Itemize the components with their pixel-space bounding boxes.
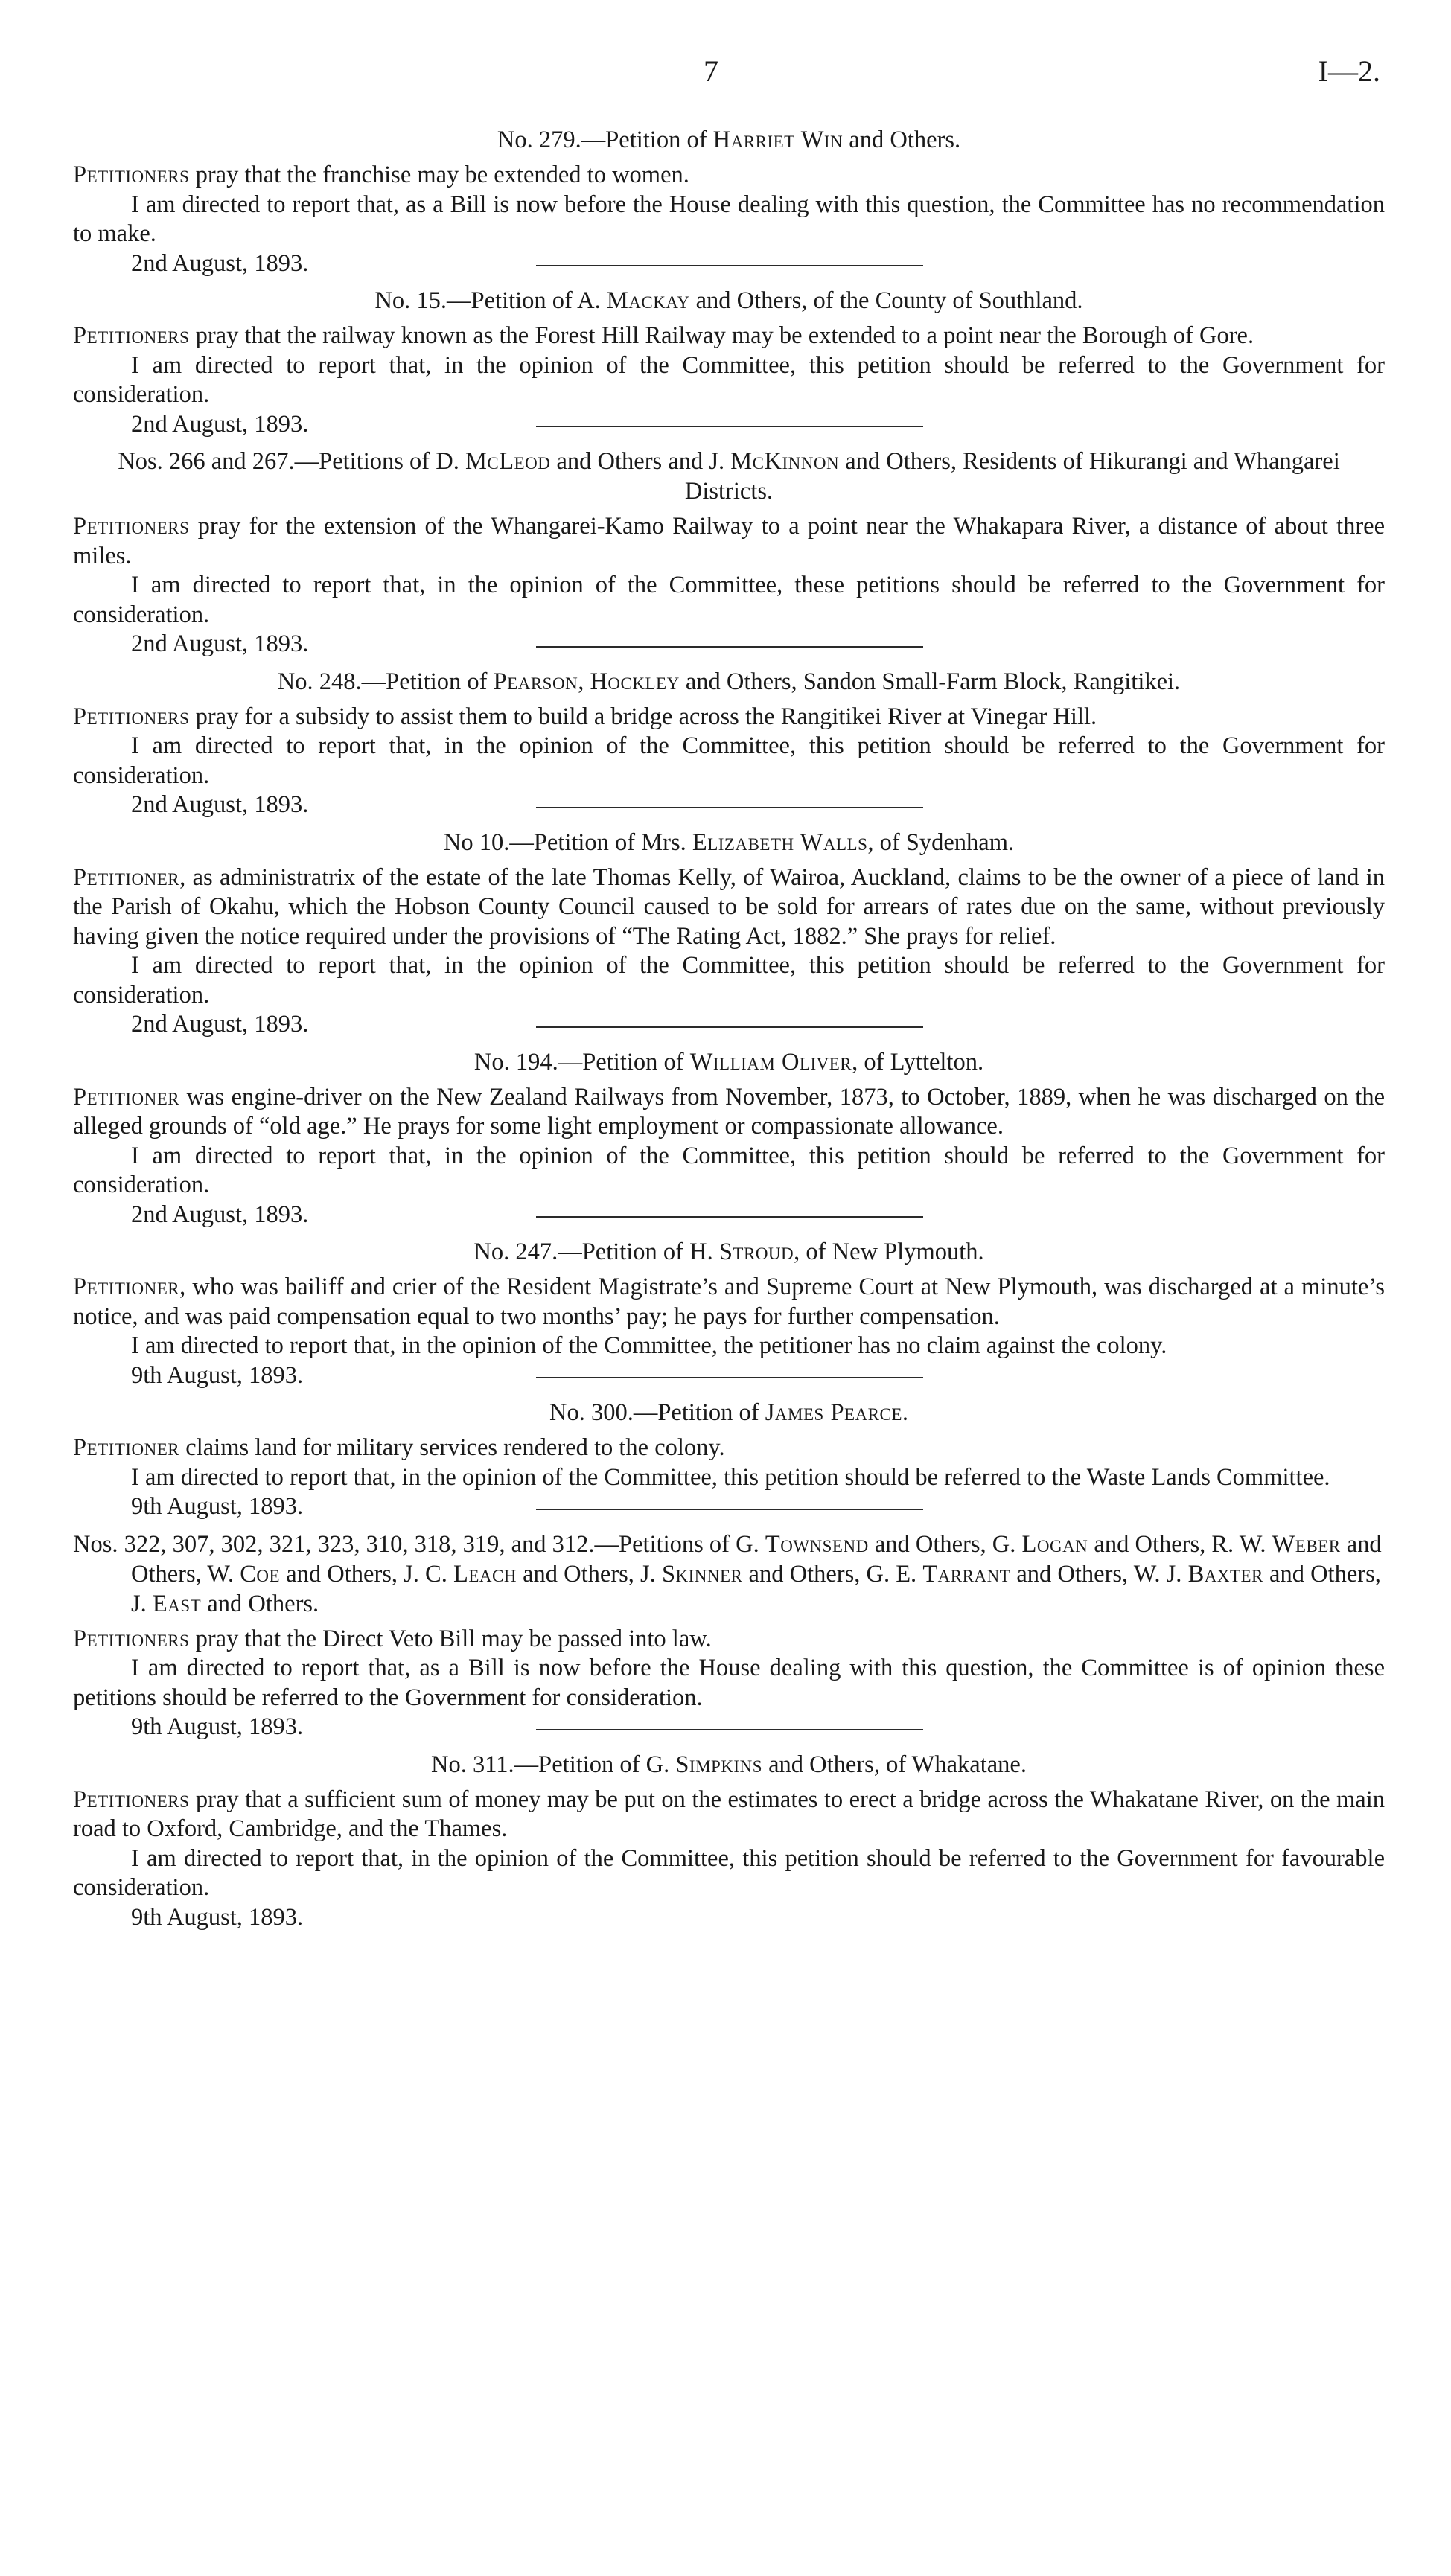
section-divider <box>536 426 923 427</box>
report-date: 2nd August, 1893. <box>131 1011 309 1038</box>
committee-report: I am directed to report that, in the opinion of the Committee, this petition should be referred to the Government for consideration. <box>73 952 1385 1009</box>
petition-300 <box>73 1398 1385 1520</box>
petition-heading: No. 311.—Petition of G. Simpkins and Others, of Whakatane. <box>431 1751 1027 1778</box>
committee-report: I am directed to report that, in the opinion of the Committee, this petition should be referred to the Government for consideration. <box>73 732 1385 789</box>
petition-summary: Petitioner, as administratrix of the estate of the late Thomas Kelly, of Wairoa, Auckland, claims to be the owner of a piece of land in the Parish of Okahu, which the Hobson County Council caused to be sold for arrears of rates due on the same, without previously having given the notice required under the provisions of “The Rating Act, 1882.” She prays for relief. <box>73 863 1385 950</box>
report-date: 2nd August, 1893. <box>131 1201 309 1228</box>
petition-summary: Petitioner was engine-driver on the New Zealand Railways from November, 1873, to October, 1889, when he was discharged on the alleged grounds of “old age.” He prays for some light employment or compassionate allowance. <box>73 1083 1385 1140</box>
petition-194 <box>73 1047 1385 1228</box>
report-date: 9th August, 1893. <box>131 1361 304 1389</box>
section-divider <box>536 1026 923 1028</box>
page-number: 7 <box>704 54 718 88</box>
petition-heading: No 10.—Petition of Mrs. Elizabeth Walls, of Sydenham. <box>443 828 1015 856</box>
petition-summary: Petitioner, who was bailiff and crier of the Resident Magistrate’s and Supreme Court at New Plymouth, was discharged at a minute’s notice, and was paid compensation equal to two months’ pay; he pays for further compensation. <box>73 1273 1385 1330</box>
paper-reference: I—2. <box>1318 54 1380 88</box>
petition-heading: No. 248.—Petition of Pearson, Hockley and Others, Sandon Small-Farm Block, Rangitikei. <box>277 668 1181 695</box>
petition-15 <box>73 286 1385 438</box>
committee-report: I am directed to report that, in the opinion of the Committee, this petition should be referred to the Waste Lands Committee. <box>131 1463 1330 1491</box>
petition-311 <box>73 1750 1385 1933</box>
petition-heading: Nos. 322, 307, 302, 321, 323, 310, 318, 319, and 312.—Petitions of G. Townsend and Others, G. Logan and Others, R. W. Weber and Others, W. Coe and Others, J. C. Leach and Others, J. Skinner and Others, G. E. Tarrant and Others, W. J. Baxter and Others, J. East and Others. <box>73 1530 1382 1617</box>
petition-summary: Petitioners pray for a subsidy to assist them to build a bridge across the Rangitikei River at Vinegar Hill. <box>73 703 1097 730</box>
petition-279 <box>73 125 1385 277</box>
report-date: 9th August, 1893. <box>131 1903 304 1931</box>
committee-report: I am directed to report that, in the opinion of the Committee, this petition should be referred to the Government for consideration. <box>73 1142 1385 1198</box>
section-divider <box>536 807 923 808</box>
committee-report: I am directed to report that, as a Bill is now before the House dealing with this question, the Committee is of opinion these petitions should be referred to the Government for consideration. <box>73 1655 1385 1711</box>
petition-heading: Nos. 266 and 267.—Petitions of D. McLeod and Others and J. McKinnon and Others, Residents of Hikurangi and Whangarei Districts. <box>118 448 1340 505</box>
committee-report: I am directed to report that, in the opinion of the Committee, this petition should be referred to the Government for favourable consideration. <box>73 1844 1385 1901</box>
committee-report: I am directed to report that, as a Bill is now before the House dealing with this question, the Committee has no recommendation to make. <box>73 191 1385 247</box>
section-divider <box>536 1377 923 1378</box>
report-date: 2nd August, 1893. <box>131 410 309 438</box>
petitions-report <box>73 125 1385 1952</box>
petition-248 <box>73 667 1385 818</box>
petition-summary: Petitioners pray for the extension of the Whangarei-Kamo Railway to a point near the Whakapara River, a distance of about three miles. <box>73 513 1385 569</box>
petition-heading: No. 279.—Petition of Harriet Win and Others. <box>497 127 961 153</box>
committee-report: I am directed to report that, in the opinion of the Committee, this petition should be referred to the Government for consideration. <box>73 351 1385 408</box>
report-date: 9th August, 1893. <box>131 1493 304 1520</box>
petition-heading: No. 194.—Petition of William Oliver, of Lyttelton. <box>473 1048 984 1076</box>
petition-247 <box>73 1237 1385 1389</box>
section-divider <box>536 1216 923 1218</box>
petition-summary: Petitioners pray that a sufficient sum of money may be put on the estimates to erect a bridge across the Whakatane River, on the main road to Oxford, Cambridge, and the Thames. <box>73 1786 1385 1842</box>
petition-10 <box>73 828 1385 1038</box>
petition-summary: Petitioners pray that the Direct Veto Bill may be passed into law. <box>73 1625 712 1652</box>
section-divider <box>536 265 923 266</box>
report-date: 2nd August, 1893. <box>131 630 309 657</box>
report-date: 2nd August, 1893. <box>131 791 309 818</box>
petition-heading: No. 247.—Petition of H. Stroud, of New Plymouth. <box>473 1239 984 1265</box>
section-divider <box>536 1729 923 1730</box>
petitions-direct-veto <box>73 1530 1385 1740</box>
petition-summary: Petitioners pray that the franchise may be extended to women. <box>73 162 689 188</box>
petition-summary: Petitioners pray that the railway known as the Forest Hill Railway may be extended to a point near the Borough of Gore. <box>73 322 1254 349</box>
report-date: 2nd August, 1893. <box>131 249 309 277</box>
report-date: 9th August, 1893. <box>131 1713 304 1740</box>
petition-heading: No. 15.—Petition of A. Mackay and Others, of the County of Southland. <box>374 287 1083 314</box>
committee-report: I am directed to report that, in the opinion of the Committee, the petitioner has no claim against the colony. <box>131 1332 1167 1359</box>
petition-heading: No. 300.—Petition of James Pearce. <box>549 1399 909 1426</box>
section-divider <box>536 646 923 648</box>
section-divider <box>536 1509 923 1510</box>
petition-summary: Petitioner claims land for military services rendered to the colony. <box>73 1434 725 1461</box>
petition-266-267 <box>73 447 1385 657</box>
committee-report: I am directed to report that, in the opinion of the Committee, these petitions should be referred to the Government for consideration. <box>73 572 1385 628</box>
